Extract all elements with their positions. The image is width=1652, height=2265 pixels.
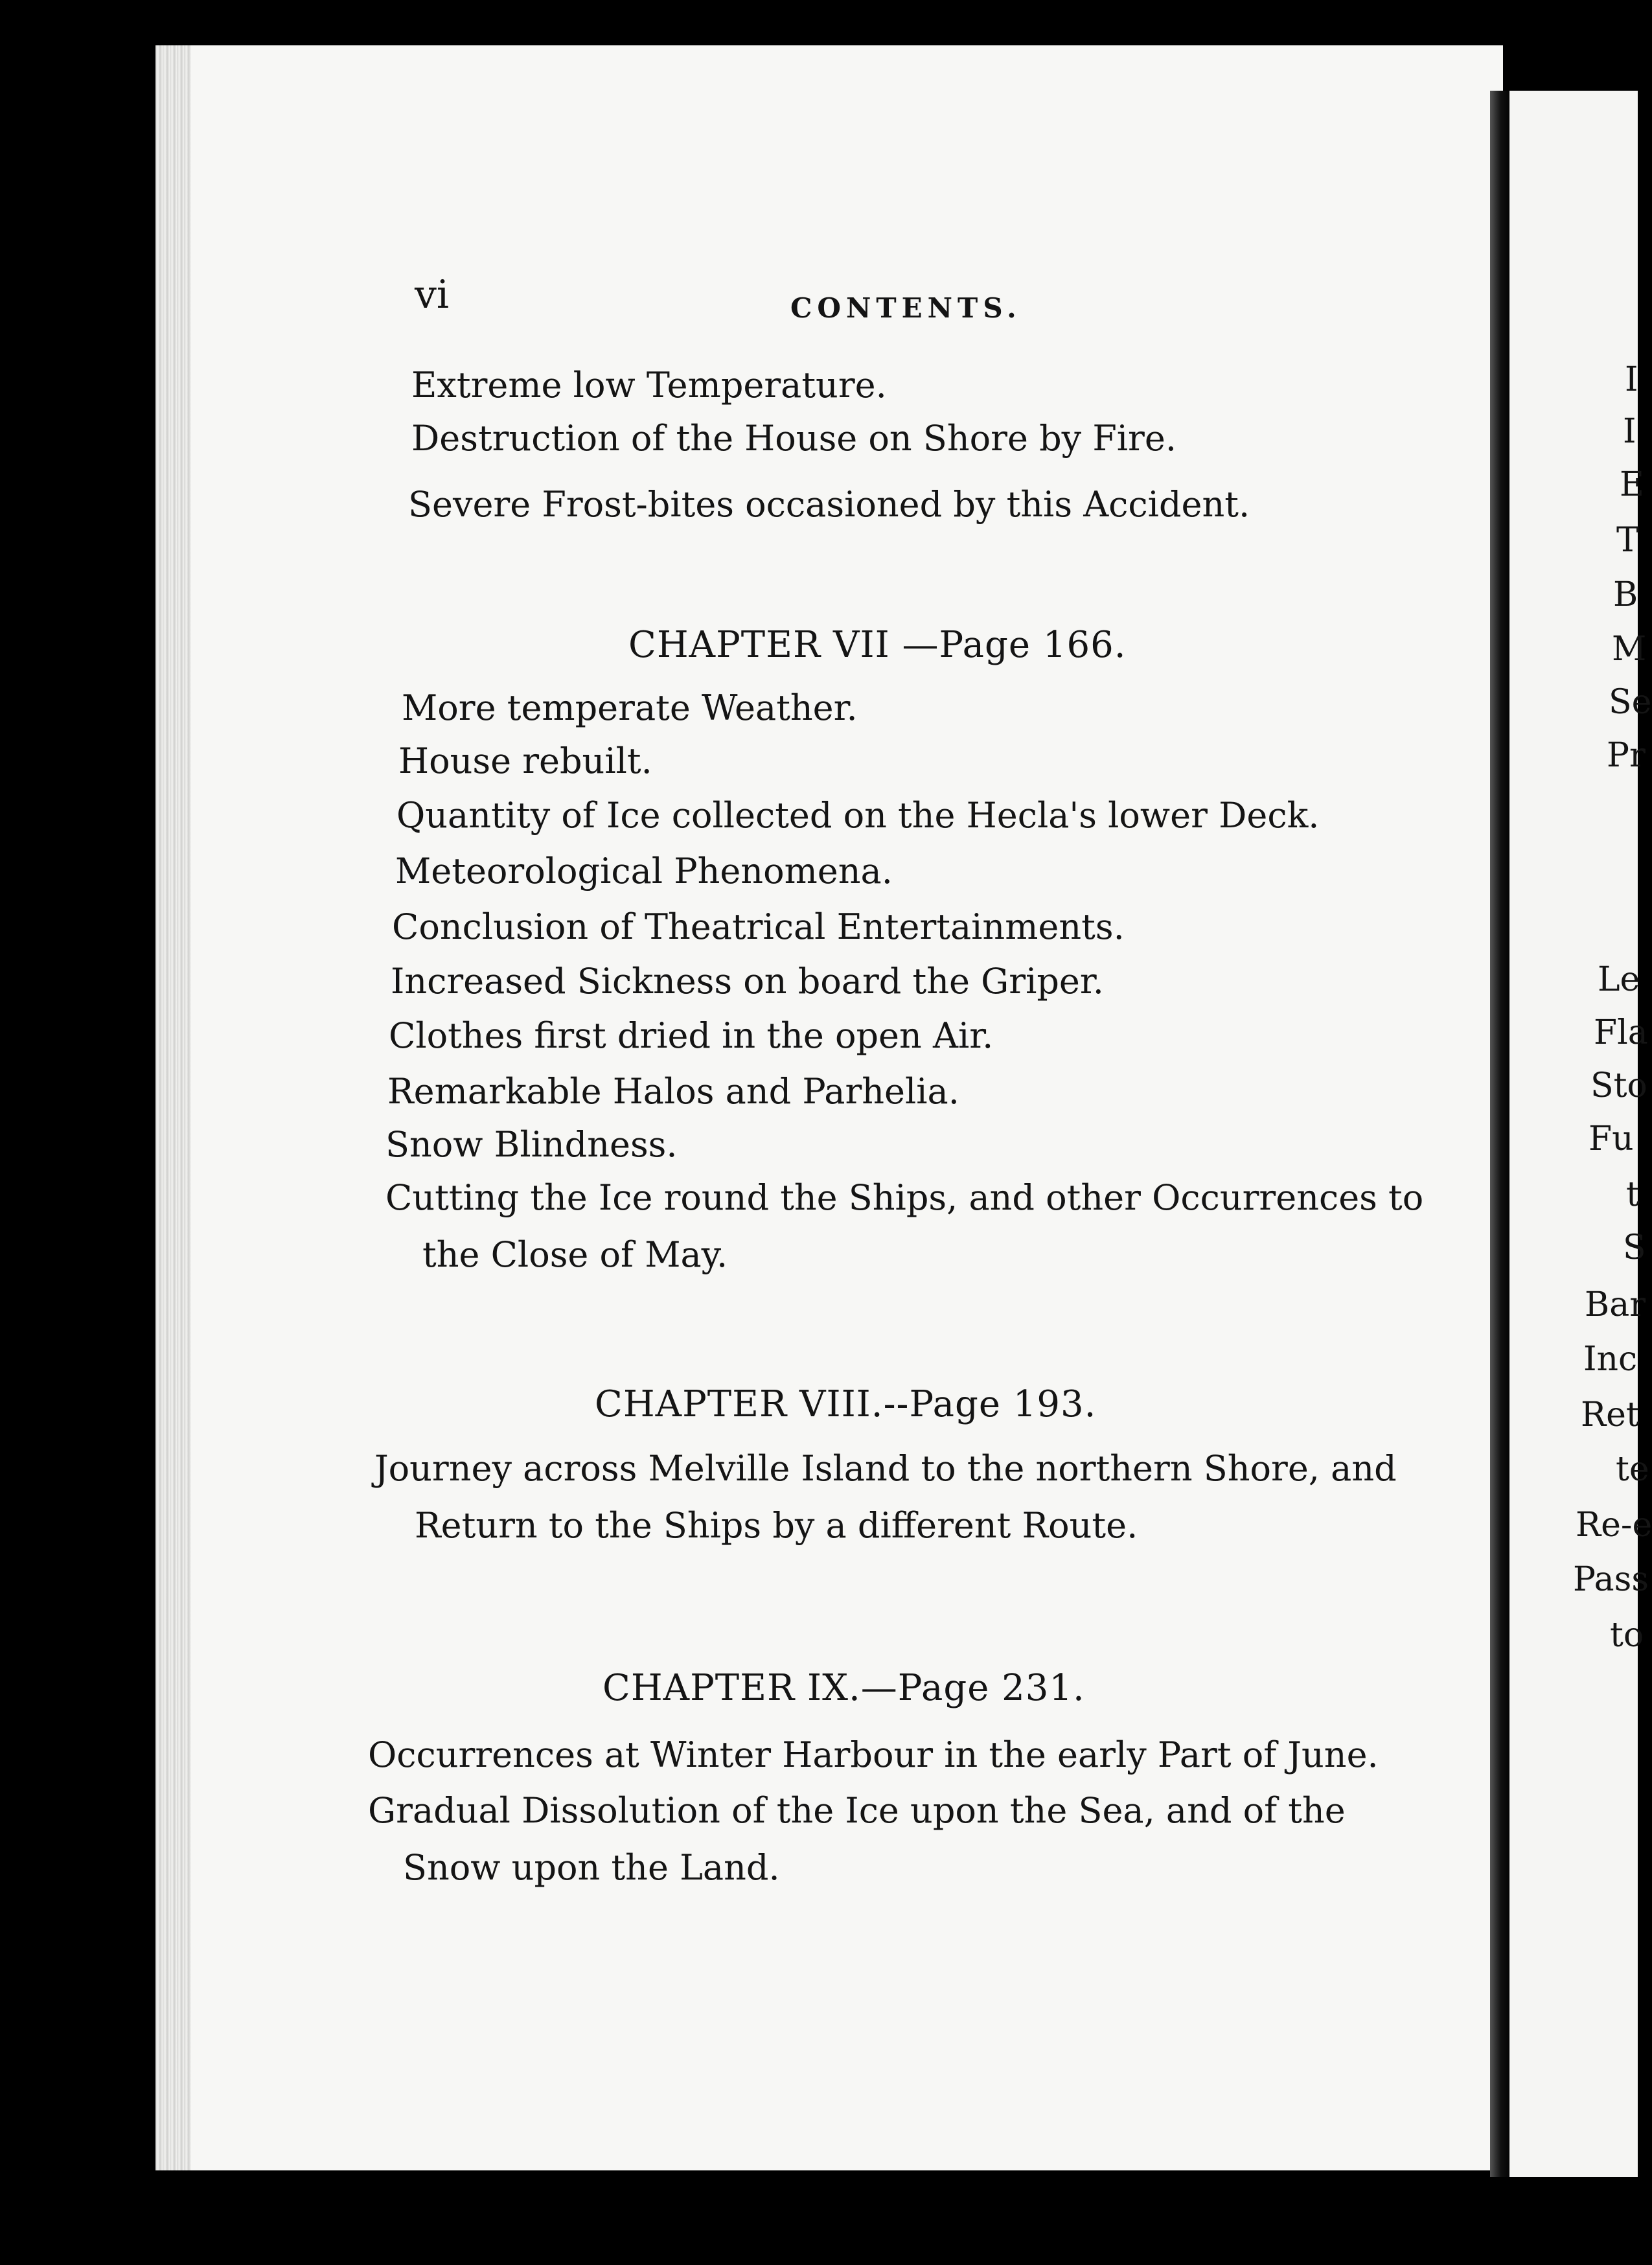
contents-entry: Destruction of the House on Shore by Fire.: [411, 418, 1176, 459]
chapter-heading: CHAPTER IX.—Page 231.: [602, 1667, 1085, 1709]
contents-entry: House rebuilt.: [398, 741, 652, 781]
page-number: vi: [415, 272, 450, 317]
facing-page-fragment: te: [1616, 1450, 1649, 1489]
facing-page-fragment: Re-e: [1576, 1506, 1652, 1545]
page-edges: [155, 45, 191, 2170]
facing-page-fragment: Inc: [1583, 1340, 1638, 1379]
facing-page-fragment: to: [1610, 1616, 1644, 1655]
contents-entry: Clothes first dried in the open Air.: [389, 1015, 994, 1056]
contents-entry: Cutting the Ice round the Ships, and other Occurrences to: [385, 1177, 1424, 1218]
facing-page-fragment: I: [1623, 412, 1636, 451]
contents-entry: the Close of May.: [422, 1234, 728, 1275]
contents-entry: Remarkable Halos and Parhelia.: [387, 1071, 959, 1112]
contents-entry: Snow upon the Land.: [403, 1847, 780, 1888]
contents-entry: Snow Blindness.: [385, 1124, 678, 1165]
facing-page-fragment: M: [1612, 630, 1647, 669]
contents-entry: Quantity of Ice collected on the Hecla's lower Deck.: [396, 795, 1320, 836]
contents-entry: Conclusion of Theatrical Entertainments.: [392, 906, 1125, 947]
contents-entry: Meteorological Phenomena.: [395, 851, 893, 891]
chapter-heading: CHAPTER VII —Page 166.: [628, 624, 1127, 666]
facing-page-fragment: Fu: [1589, 1120, 1634, 1158]
chapter-heading: CHAPTER VIII.--Page 193.: [595, 1383, 1097, 1425]
contents-entry: Extreme low Temperature.: [411, 365, 887, 406]
facing-page-fragment: t: [1626, 1175, 1640, 1214]
facing-page-fragment: E: [1620, 465, 1644, 504]
facing-page-fragment: Ret: [1581, 1396, 1640, 1434]
facing-page-fragment: Pr: [1607, 736, 1646, 775]
contents-entry: Gradual Dissolution of the Ice upon the Sea, and of the: [368, 1790, 1346, 1831]
facing-page-fragment: Sto: [1590, 1066, 1647, 1105]
facing-page-fragment: T: [1616, 521, 1639, 560]
facing-page-fragment: Le: [1598, 960, 1640, 999]
contents-entry: Occurrences at Winter Harbour in the early Part of June.: [368, 1734, 1379, 1775]
facing-page-fragment: Fla: [1594, 1013, 1648, 1052]
contents-entry: Journey across Melville Island to the northern Shore, and: [374, 1448, 1397, 1489]
facing-page-fragment: Se: [1609, 683, 1652, 722]
facing-page-fragment: Pass: [1573, 1560, 1649, 1599]
facing-page-fragment: B: [1613, 575, 1638, 614]
contents-entry: Increased Sickness on board the Griper.: [391, 961, 1104, 1002]
facing-page-fragment: S: [1623, 1228, 1646, 1267]
contents-entry: More temperate Weather.: [402, 687, 858, 728]
facing-page-fragment: Bar: [1585, 1285, 1646, 1324]
facing-page-fragment: I: [1625, 360, 1638, 399]
running-head: CONTENTS.: [790, 292, 1022, 324]
contents-entry: Severe Frost-bites occasioned by this Accident.: [408, 484, 1250, 525]
contents-entry: Return to the Ships by a different Route.: [415, 1505, 1138, 1546]
